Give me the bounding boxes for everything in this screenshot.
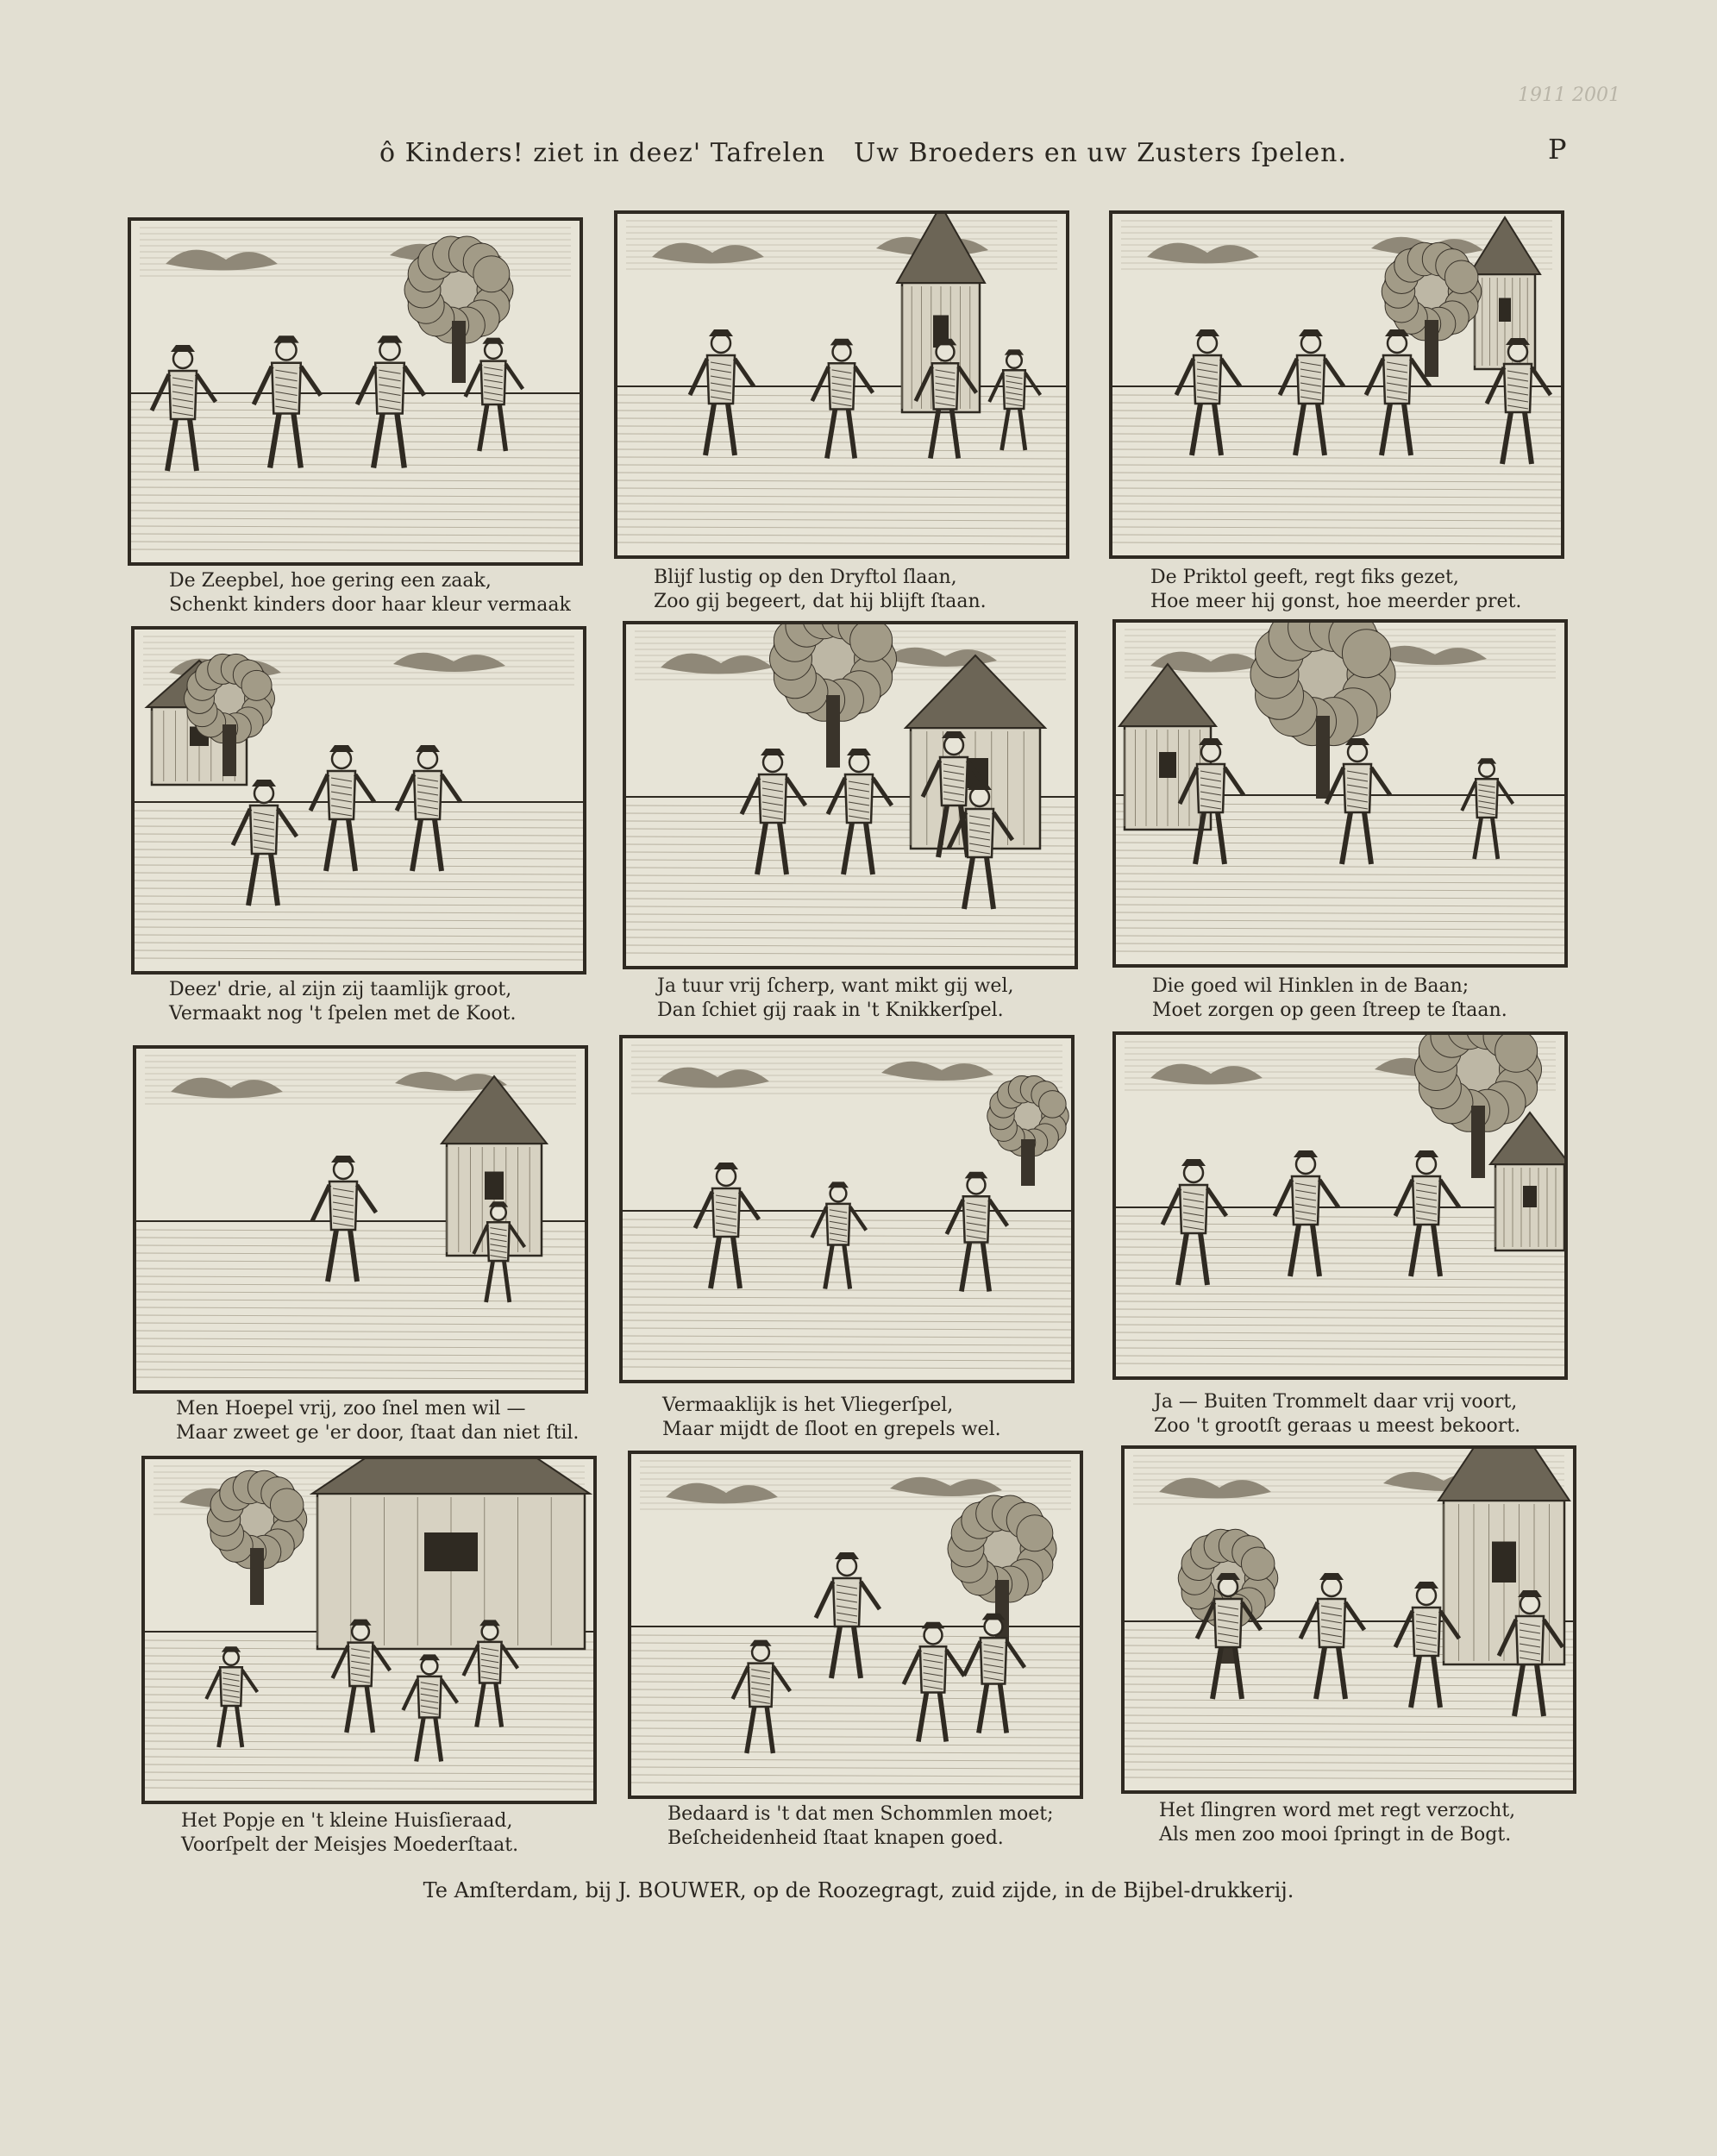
woodcut-illustration — [1112, 214, 1561, 555]
pencil-inventory-mark: 1911 2001 — [1518, 85, 1620, 106]
caption-kite-flying — [662, 1394, 1001, 1442]
header-right-verse: Uw Broeders en uw Zusters ſpelen. — [854, 138, 1347, 168]
printer-imprint: Te Amſterdam, bij J. BOUWER, op de Roozegragt, zuid zijde, in de Bijbel-drukkerij. — [423, 1878, 1294, 1902]
woodcut-spinning-top — [1109, 210, 1564, 559]
caption-line: Als men zoo mooi ſpringt in de Bogt. — [1159, 1824, 1512, 1846]
caption-drumming — [1154, 1390, 1520, 1438]
caption-line: Blijf lustig op den Dryftol ſlaan, — [654, 567, 957, 588]
caption-whipping-top — [654, 566, 987, 614]
woodcut-illustration — [1125, 1449, 1573, 1790]
signature-letter: P — [1548, 133, 1567, 166]
caption-soap-bubbles — [169, 569, 571, 617]
woodcut-illustration — [623, 1038, 1071, 1380]
caption-line: Dan ſchiet gij raak in 't Knikkerſpel. — [657, 1000, 1004, 1021]
caption-line: Hoe meer hij gonst, hoe meerder pret. — [1150, 591, 1522, 612]
caption-line: Maar zweet ge 'er door, ſtaat dan niet ſtil. — [176, 1422, 580, 1444]
caption-hoop-rolling — [176, 1397, 579, 1445]
caption-spinning-top — [1150, 566, 1521, 614]
caption-marbles — [657, 975, 1013, 1023]
woodcut-kite-flying — [619, 1035, 1075, 1383]
caption-hopscotch — [1152, 975, 1507, 1023]
caption-line: Ja — Buiten Trommelt daar vrij voort, — [1154, 1391, 1518, 1413]
caption-swinging — [667, 1802, 1054, 1851]
caption-line: Men Hoepel vrij, zoo ſnel men wil — — [176, 1398, 526, 1420]
woodcut-illustration — [145, 1459, 593, 1801]
woodcut-illustration — [617, 214, 1066, 555]
woodcut-hoop-rolling — [133, 1045, 588, 1394]
caption-line: Vermaaklijk is het Vliegerſpel, — [662, 1395, 954, 1416]
caption-line: Maar mijdt de ſloot en grepels wel. — [662, 1419, 1001, 1440]
caption-line: Ja tuur vrij ſcherp, want mikt gij wel, — [657, 975, 1014, 997]
caption-line: Beſcheidenheid ſtaat knapen goed. — [667, 1827, 1004, 1849]
caption-line: Die goed wil Hinklen in de Baan; — [1152, 975, 1469, 997]
woodcut-illustration — [135, 630, 583, 971]
woodcut-illustration — [131, 221, 580, 562]
woodcut-illustration — [631, 1454, 1080, 1796]
woodcut-illustration — [1116, 1035, 1564, 1376]
woodcut-illustration — [1116, 623, 1564, 964]
woodcut-marbles — [623, 621, 1078, 969]
caption-knucklebones — [169, 978, 516, 1026]
caption-line: Het ſlingren word met regt verzocht, — [1159, 1800, 1516, 1821]
caption-line: De Priktol geeft, regt fiks gezet, — [1150, 567, 1459, 588]
header-left-verse: ô Kinders! ziet in deez' Tafrelen — [379, 138, 826, 168]
woodcut-dolls — [141, 1456, 597, 1804]
caption-dolls — [181, 1809, 518, 1858]
caption-line: Moet zorgen op geen ſtreep te ſtaan. — [1152, 1000, 1507, 1021]
caption-line: Het Popje en 't kleine Huisſieraad, — [181, 1810, 513, 1832]
woodcut-illustration — [136, 1049, 585, 1390]
caption-line: Zoo 't grootſt geraas u meest bekoort. — [1154, 1415, 1521, 1437]
woodcut-drumming — [1112, 1031, 1568, 1380]
caption-skipping-rope — [1159, 1799, 1515, 1847]
woodcut-whipping-top — [614, 210, 1069, 559]
caption-line: Vermaakt nog 't ſpelen met de Koot. — [169, 1003, 517, 1025]
woodcut-swinging — [628, 1451, 1083, 1799]
woodcut-hopscotch — [1112, 619, 1568, 968]
woodcut-illustration — [626, 624, 1075, 966]
caption-line: Deez' drie, al zijn zij taamlijk groot, — [169, 979, 512, 1000]
caption-line: Voorſpelt der Meisjes Moederſtaat. — [181, 1834, 519, 1856]
woodcut-skipping-rope — [1121, 1445, 1576, 1794]
caption-line: Schenkt kinders door haar kleur vermaak — [169, 594, 571, 616]
caption-line: Bedaard is 't dat men Schommlen moet; — [667, 1803, 1054, 1825]
page-header — [0, 133, 1717, 181]
caption-line: Zoo gij begeert, dat hij blijft ſtaan. — [654, 591, 987, 612]
caption-line: De Zeepbel, hoe gering een zaak, — [169, 570, 492, 592]
woodcut-soap-bubbles — [128, 217, 583, 566]
woodcut-knucklebones — [131, 626, 586, 975]
